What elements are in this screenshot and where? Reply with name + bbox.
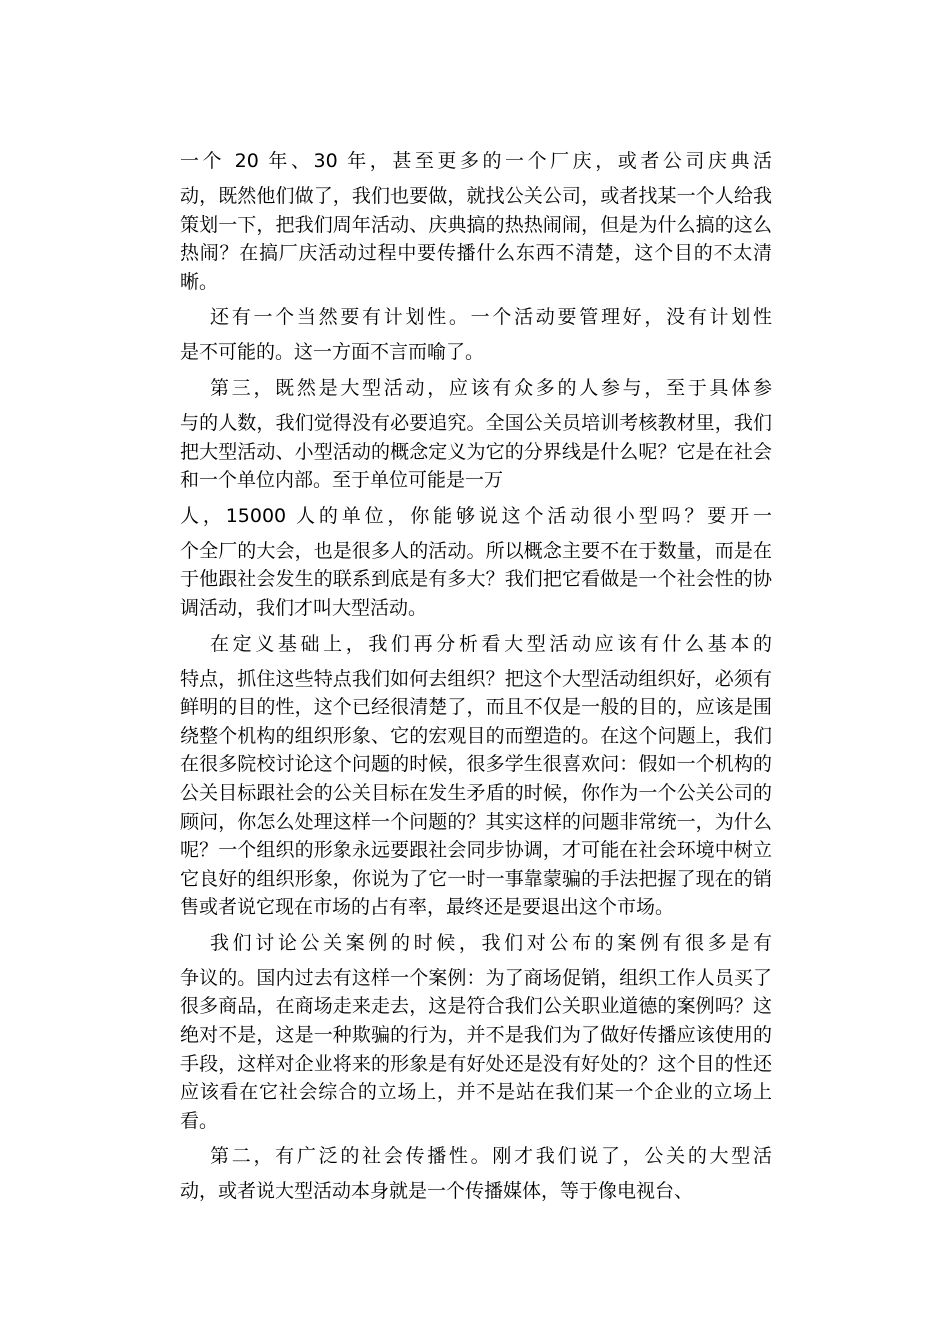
paragraph-first-line: 第二，有广泛的社会传播性。刚才我们说了，公关的大型活 [210, 1145, 772, 1168]
paragraph-first-line: 第三，既然是大型活动，应该有众多的人参与，至于具体参 [210, 376, 772, 399]
paragraph-first-line: 人，15000 人的单位，你能够说这个活动很小型吗？要开一 [180, 504, 772, 527]
paragraph-7 [180, 1135, 772, 1206]
paragraph-4 [180, 495, 772, 623]
paragraph-6 [180, 922, 772, 1136]
paragraph-text: 与的人数，我们觉得没有必要追究。全国公关员培训考核教材里，我们把大型活动、小型活动的概念定义为它的分界线是什么呢？它是在社会和一个单位内部。至于单位可能是一万 [180, 411, 772, 492]
document-body [180, 140, 772, 1206]
paragraph-first-line: 我们讨论公关案例的时候，我们对公布的案例有很多是有 [210, 931, 772, 954]
paragraph-first-line: 还有一个当然要有计划性。一个活动要管理好，没有计划性 [210, 306, 772, 329]
paragraph-text: 特点，抓住这些特点我们如何去组织？把这个大型活动组织好，必须有鲜明的目的性，这个已经很清楚了，而且不仅是一般的目的，应该是围绕整个机构的组织形象、它的宏观目的而塑造的。在这个问题上，我们在很多院校讨论这个问题的时候，很多学生很喜欢问：假如一个机构的公关目标跟社会的公关目标在发生矛盾的时候，你作为一个公关公司的顾问，你怎么处理这样一个问题的？其实这样的问题非常统一，为什么呢？一个组织的形象永远要跟社会同步协调，才可能在社会环境中树立它良好的组织形象，你说为了它一时一事靠蒙骗的手法把握了现在的销售或者说它现在市场的占有率，最终还是要退出这个市场。 [180, 667, 772, 919]
paragraph-2 [180, 296, 772, 367]
paragraph-text: 是不可能的。这一方面不言而喻了。 [180, 341, 485, 364]
paragraph-text: 争议的。国内过去有这样一个案例：为了商场促销，组织工作人员买了很多商品，在商场走来走去，这是符合我们公关职业道德的案例吗？这绝对不是，这是一种欺骗的行为，并不是我们为了做好传播应该使用的手段，这样对企业将来的形象是有好处还是没有好处的？这个目的性还应该看在它社会综合的立场上，并不是站在我们某一个企业的立场上看。 [180, 966, 772, 1132]
paragraph-3 [180, 367, 772, 495]
paragraph-1 [180, 140, 772, 296]
paragraph-text: 个全厂的大会，也是很多人的活动。所以概念主要不在于数量，而是在于他跟社会发生的联系到底是有多大？我们把它看做是一个社会性的协调活动，我们才叫大型活动。 [180, 539, 772, 619]
paragraph-text: 动，既然他们做了，我们也要做，就找公关公司，或者找某一个人给我策划一下，把我们周年活动、庆典搞的热热闹闹，但是为什么搞的这么热闹？在搞厂庆活动过程中要传播什么东西不清楚，这个目的不太清晰。 [180, 185, 772, 293]
paragraph-first-line: 一个 20 年、30 年，甚至更多的一个厂庆，或者公司庆典活 [180, 150, 772, 172]
paragraph-5 [180, 623, 772, 922]
paragraph-text: 动，或者说大型活动本身就是一个传播媒体，等于像电视台、 [180, 1180, 694, 1203]
paragraph-first-line: 在定义基础上，我们再分析看大型活动应该有什么基本的 [210, 632, 772, 655]
